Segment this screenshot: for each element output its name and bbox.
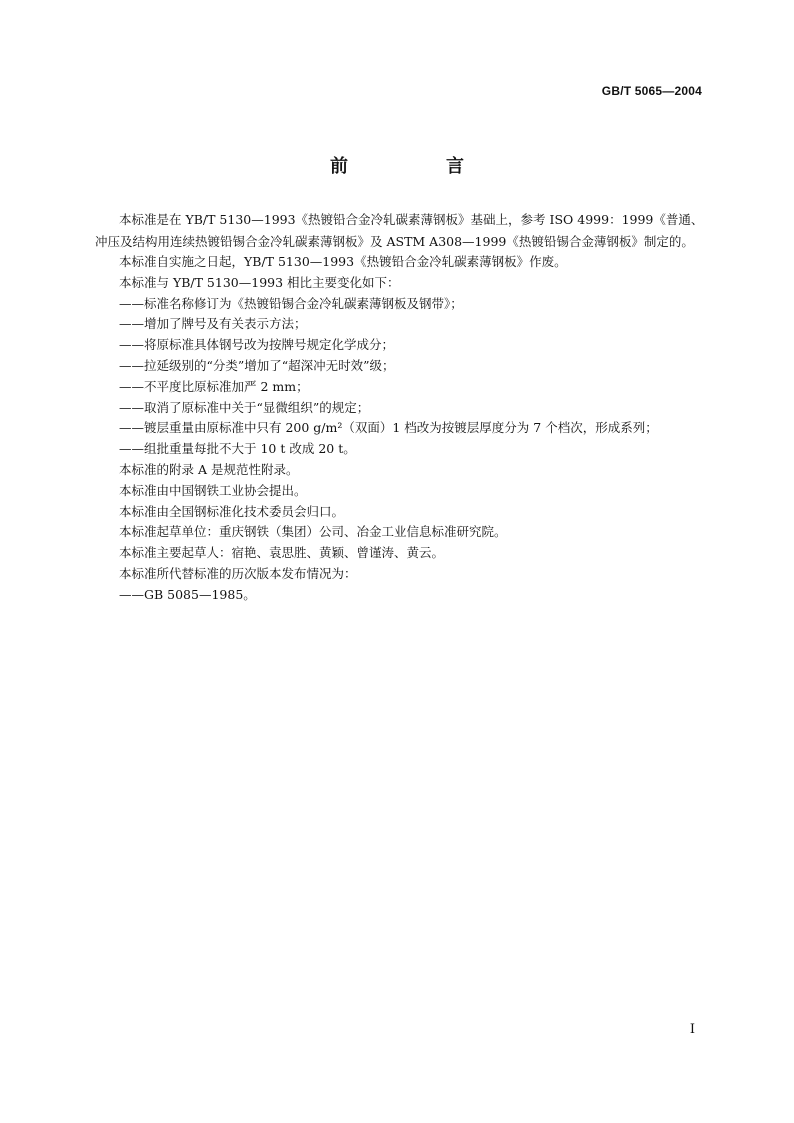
changes-intro: 本标准与 YB/T 5130—1993 相比主要变化如下： — [119, 274, 400, 290]
history-intro: 本标准所代替标准的历次版本发布情况为： — [119, 565, 357, 581]
change-item: ——取消了原标准中关于“显微组织”的规定； — [119, 399, 370, 415]
change-item: ——镀层重量由原标准中只有 200 g/m²（双面）1 档改为按镀层厚度分为 7 个档次，形成系列； — [119, 420, 658, 436]
proposed-by-paragraph: 本标准由中国钢铁工业协会提出。 — [119, 482, 307, 498]
change-item: ——标准名称修订为《热镀铅锡合金冷轧碳素薄钢板及钢带》； — [119, 295, 463, 311]
change-item: ——拉延级别的“分类”增加了“超深冲无时效”级； — [119, 357, 395, 373]
change-item: ——不平度比原标准加严 2 mm； — [119, 378, 309, 394]
page-number: I — [689, 1022, 695, 1037]
change-item: ——组批重量每批不大于 10 t 改成 20 t。 — [119, 441, 356, 457]
annex-paragraph: 本标准的附录 A 是规范性附录。 — [119, 461, 299, 477]
change-item: ——将原标准具体钢号改为按牌号规定化学成分； — [119, 337, 395, 353]
drafters-paragraph: 本标准主要起草人：宿艳、袁思胜、黄颖、曾谨涛、黄云。 — [119, 545, 445, 561]
basis-paragraph: 本标准是在 YB/T 5130—1993《热镀铅合金冷轧碳素薄钢板》基础上，参考 ISO 4999：1999《普通、冲压及结构用连续热镀铅锡合金冷轧碳素薄钢板》及 ASTM A308—1999《热镀铅锡合金薄钢板》制定的。 — [95, 212, 704, 249]
drafting-units-paragraph: 本标准起草单位：重庆钢铁（集团）公司、冶金工业信息标准研究院。 — [119, 524, 507, 540]
document-body — [95, 209, 705, 606]
supersede-paragraph: 本标准自实施之日起，YB/T 5130—1993《热镀铅合金冷轧碳素薄钢板》作废。 — [119, 254, 567, 269]
page-title: 前 言 — [330, 156, 504, 177]
standard-number-header: GB/T 5065—2004 — [601, 84, 702, 98]
change-item: ——增加了牌号及有关表示方法； — [119, 316, 307, 332]
managed-by-paragraph: 本标准由全国钢标准化技术委员会归口。 — [119, 503, 345, 519]
history-item: ——GB 5085—1985。 — [119, 586, 256, 602]
